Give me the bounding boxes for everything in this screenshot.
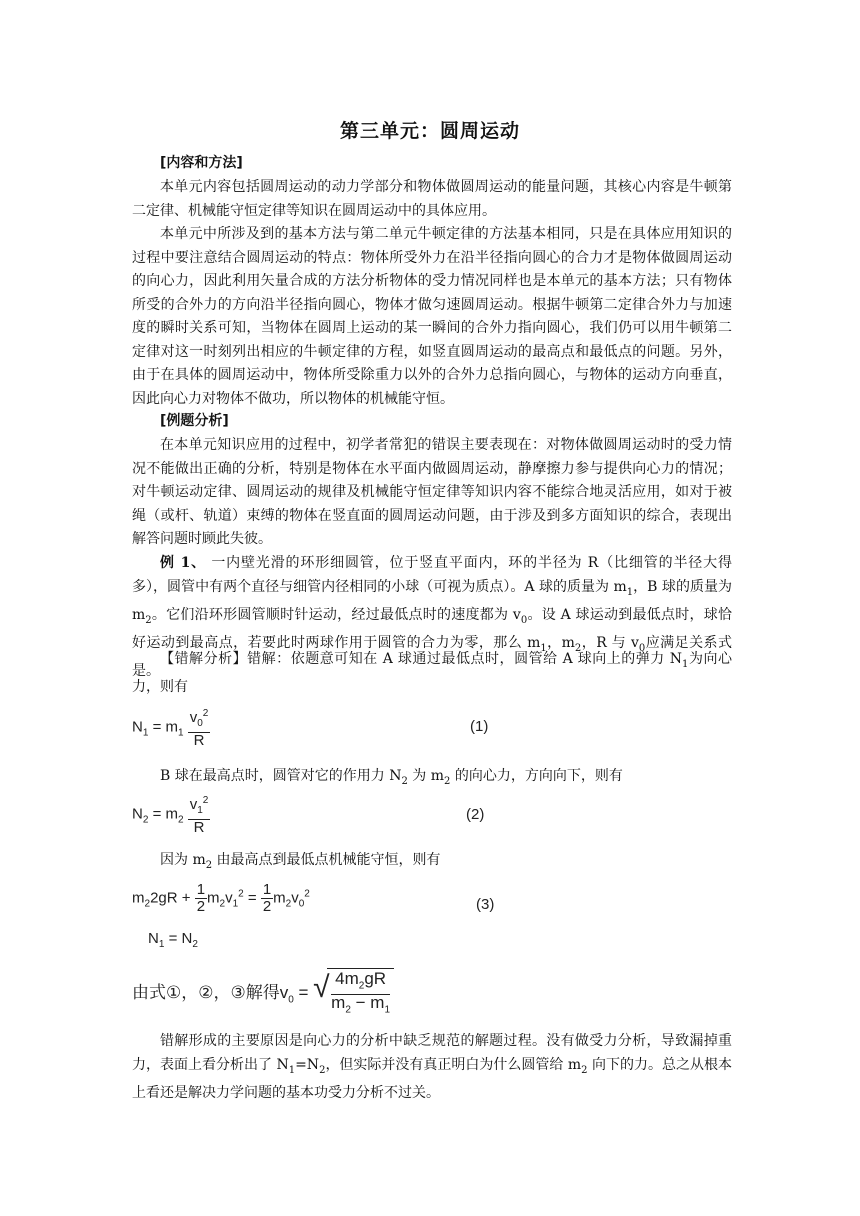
equation-2-number: (2) <box>466 806 485 823</box>
paragraph-intro: 本单元内容包括圆周运动的动力学部分和物体做圆周运动的能量问题，其核心内容是牛顿第二定律、机械能守恒定律等知识在圆周运动中的具体应用。 <box>132 179 732 219</box>
example-1-problem: 例 1、 一内壁光滑的环形细圆管，位于竖直平面内，环的半径为 R（比细管的半径大得多），圆管中有两个直径与细管内径相同的小球（可视为质点）。A 球的质量为 $m_1$，B 球的质量为 $m_2$。它们沿环形圆管顺时针运动，经过最低点时的速度都为 $v_0$。设 A 球运动到最低点时，球恰好运动到最高点，若要此时两球作用于圆管的合力为零，那么 $m_1$，$m_2$，R 与 $v_0$应满足关系式是。 <box>132 555 732 680</box>
section-heading-example: [例题分析] <box>160 413 229 429</box>
b-ball-statement: B 球在最高点时，圆管对它的作用力 $N_2$ 为 $m_2$ 的向心力，方向向下，则有 <box>160 768 623 787</box>
energy-conservation-statement: 因为 $m_2$ 由最高点到最低点机械能守恒，则有 <box>160 852 441 871</box>
equation-1-number: (1) <box>470 718 489 735</box>
solution-equation: 由式①，②，③解得$v_0$ = √ $\frac{4m_2gR}{m_2 - m_1}$ <box>132 968 394 1019</box>
section-heading-content: [内容和方法] <box>160 155 243 171</box>
equation-3-number: (3) <box>476 896 495 913</box>
error-cause-paragraph: 错解形成的主要原因是向心力的分析中缺乏规范的解题过程。没有做受力分析，导致漏掉重力，表面上看分析出了 $N_1=N_2$，但实际并没有真正明白为什么圆管给 $m_2$ 向下的力。总之从根本上看还是解决力学问题的基本功受力分析不过关。 <box>132 1033 732 1101</box>
paragraph-common-errors: 在本单元知识应用的过程中，初学者常犯的错误主要表现在：对物体做圆周运动时的受力情况不能做出正确的分析，特别是物体在水平面内做圆周运动，静摩擦力参与提供向心力的情况；对牛顿运动定律、圆周运动的规律及机械能守恒定律等知识内容不能综合地灵活应用，如对于被绳（或杆、轨道）束缚的物体在竖直面的圆周运动问题，由于涉及到多方面知识的综合，表现出解答问题时顾此失彼。 <box>132 437 732 547</box>
page-title: 第三单元：圆周运动 <box>339 120 520 142</box>
equation-2: $N_2 = m_2$ $\frac{v_1^2}{R}$ <box>132 795 209 836</box>
paragraph-method: 本单元中所涉及到的基本方法与第二单元牛顿定律的方法基本相同，只是在具体应用知识的过程中要注意结合圆周运动的特点：物体所受外力在沿半径指向圆心的合力才是物体做圆周运动的向心力，因此利用矢量合成的方法分析物体的受力情况同样也是本单元的基本方法；只有物体所受的合外力的方向沿半径指向圆心，物体才做匀速圆周运动。根据牛顿第二定律合外力与加速度的瞬时关系可知，当物体在圆周上运动的某一瞬间的合外力指向圆心，我们仍可以用牛顿第二定律对这一时刻列出相应的牛顿定律的方程，如竖直圆周运动的最高点和最低点的问题。另外，由于在具体的圆周运动中，物体所受除重力以外的合外力总指向圆心，与物体的运动方向垂直，因此向心力对物体不做功，所以物体的机械能守恒。 <box>132 226 732 407</box>
example-1-label: 例 1、 <box>160 555 207 571</box>
equation-n1-equals-n2: $N_1 = N_2$ <box>148 930 198 950</box>
wrong-solution-intro: 【错解分析】错解：依题意可知在 A 球通过最低点时，圆管给 A 球向上的弹力 $N_1$为向心力，则有 <box>132 651 732 696</box>
equation-3: $m_22gR$ + $\frac{1}{2}$ $m_2v_1^2$ = $\frac{1}{2}$ $m_2v_0^2$ <box>132 881 310 915</box>
equation-1: $N_1 = m_1$ $\frac{v_0^2}{R}$ <box>132 708 209 749</box>
